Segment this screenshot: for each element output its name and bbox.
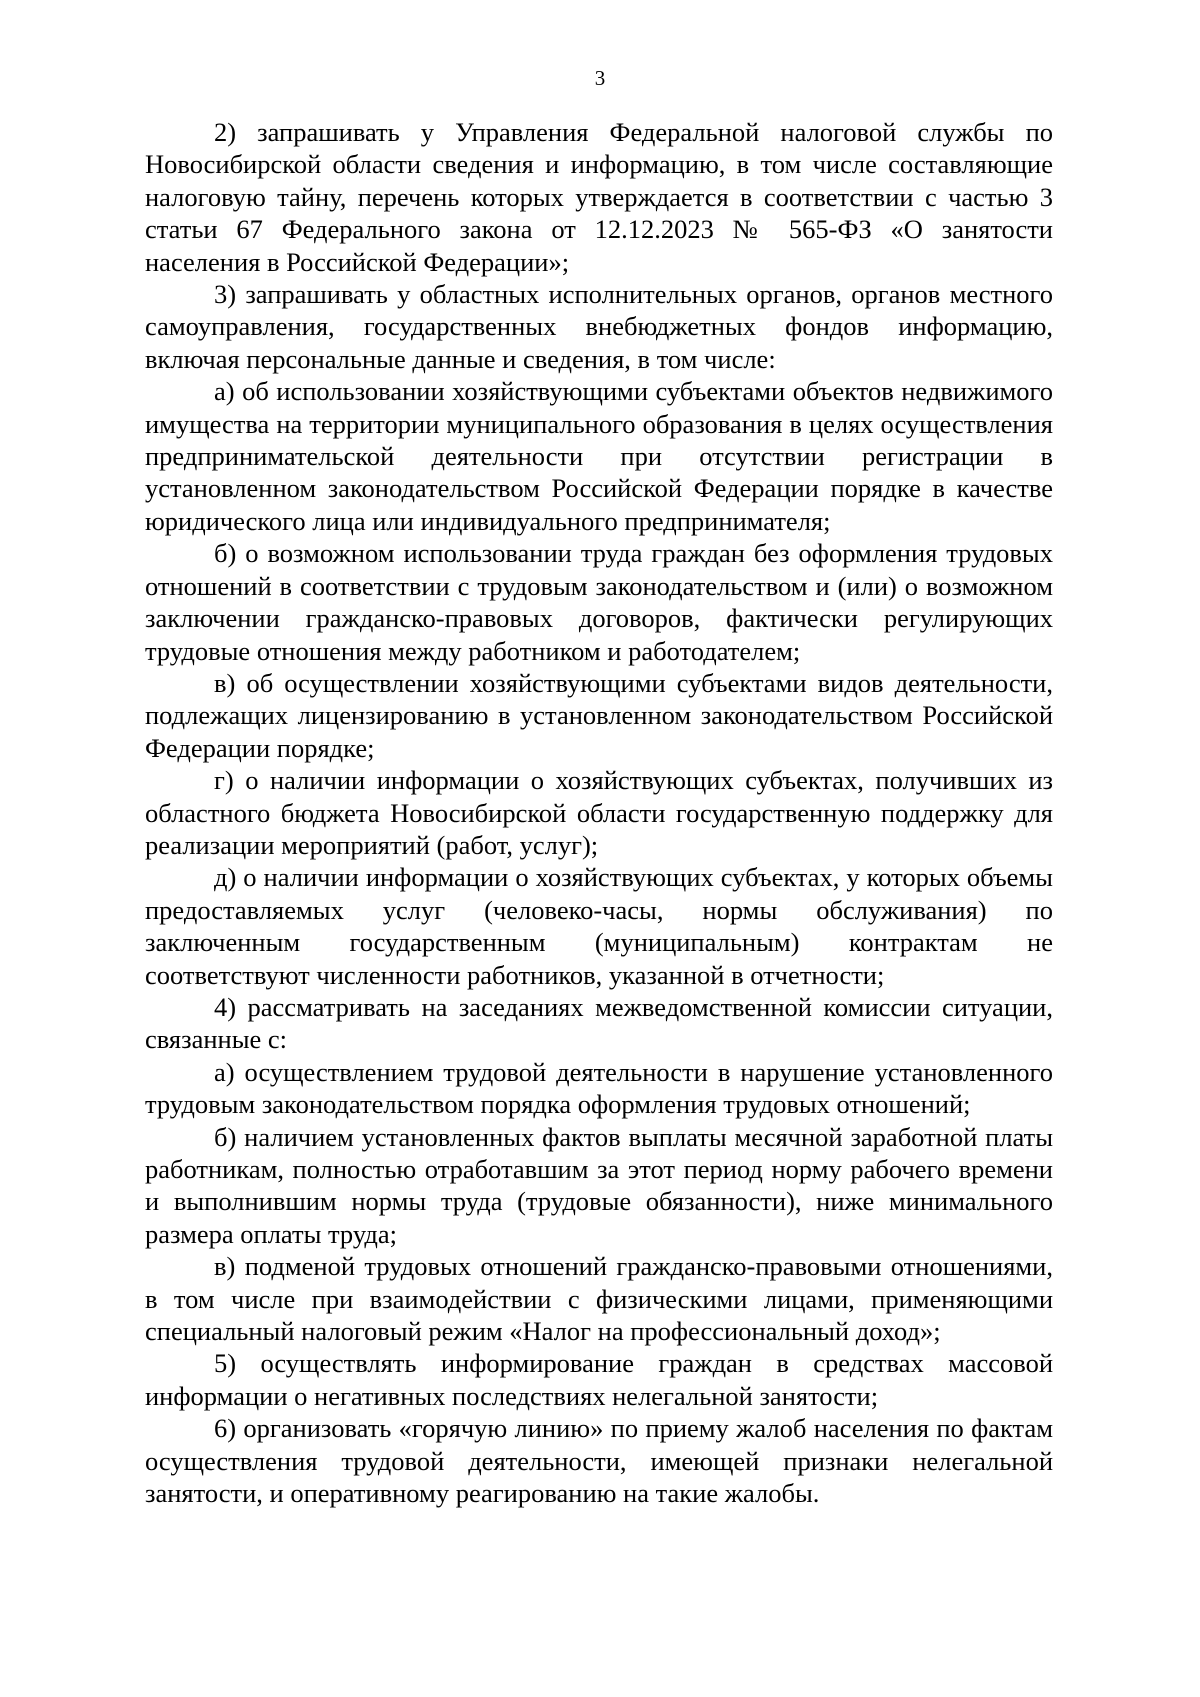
paragraph-item-4: 4) рассматривать на заседаниях межведомственной комиссии ситуации, связанные с: — [145, 991, 1053, 1055]
page-number: 3 — [594, 66, 606, 90]
paragraph-subitem-3d: д) о наличии информации о хозяйствующих субъектах, у которых объемы предоставляемых услуг (человеко-часы, нормы обслуживания) по заключенным государственным (муниципальным) контрактам не соответствуют численности работников, указанной в отчетности; — [145, 862, 1053, 990]
paragraph-subitem-3a: а) об использовании хозяйствующими субъектами объектов недвижимого имущества на территории муниципального образования в целях осуществления предпринимательской деятельности при отсутствии регистрации в установленном законодательством Российской Федерации порядке в качестве юридического лица или индивидуального предпринимателя; — [145, 376, 1053, 536]
paragraph-subitem-3g: г) о наличии информации о хозяйствующих субъектах, получивших из областного бюджета Новосибирской области государственную поддержку для реализации мероприятий (работ, услуг); — [145, 765, 1053, 860]
paragraph-subitem-3b: б) о возможном использовании труда граждан без оформления трудовых отношений в соответствии с трудовым законодательством и (или) о возможном заключении гражданско-правовых договоров, фактически регулирующих трудовые отношения между работником и работодателем; — [145, 538, 1053, 666]
paragraph-item-3: 3) запрашивать у областных исполнительных органов, органов местного самоуправления, государственных внебюджетных фондов информацию, включая персональные данные и сведения, в том числе: — [145, 279, 1053, 374]
paragraph-subitem-3v: в) об осуществлении хозяйствующими субъектами видов деятельности, подлежащих лицензированию в установленном законодательством Российской Федерации порядке; — [145, 667, 1053, 763]
document-body — [145, 116, 1053, 1509]
paragraph-item-5: 5) осуществлять информирование граждан в средствах массовой информации о негативных последствиях нелегальной занятости; — [145, 1348, 1053, 1411]
paragraph-subitem-4a: а) осуществлением трудовой деятельности в нарушение установленного трудовым законодательством порядка оформления трудовых отношений; — [145, 1056, 1053, 1120]
paragraph-subitem-4v: в) подменой трудовых отношений гражданско-правовыми отношениями, в том числе при взаимодействии с физическими лицами, применяющими специальный налоговый режим «Налог на профессиональный доход»; — [145, 1251, 1053, 1347]
paragraph-subitem-4b: б) наличием установленных фактов выплаты месячной заработной платы работникам, полностью отработавшим за этот период норму рабочего времени и выполнившим нормы труда (трудовые обязанности), ниже минимального размера оплаты труда; — [145, 1121, 1053, 1249]
paragraph-item-6: 6) организовать «горячую линию» по приему жалоб населения по фактам осуществления трудовой деятельности, имеющей признаки нелегальной занятости, и оперативному реагированию на такие жалобы. — [145, 1413, 1053, 1509]
paragraph-item-2: 2) запрашивать у Управления Федеральной налоговой службы по Новосибирской области сведения и информацию, в том числе составляющие налоговую тайну, перечень которых утверждается в соответствии с частью 3 статьи 67 Федерального закона от 12.12.2023 № 565-ФЗ «О занятости населения в Российской Федерации»; — [145, 117, 1053, 277]
